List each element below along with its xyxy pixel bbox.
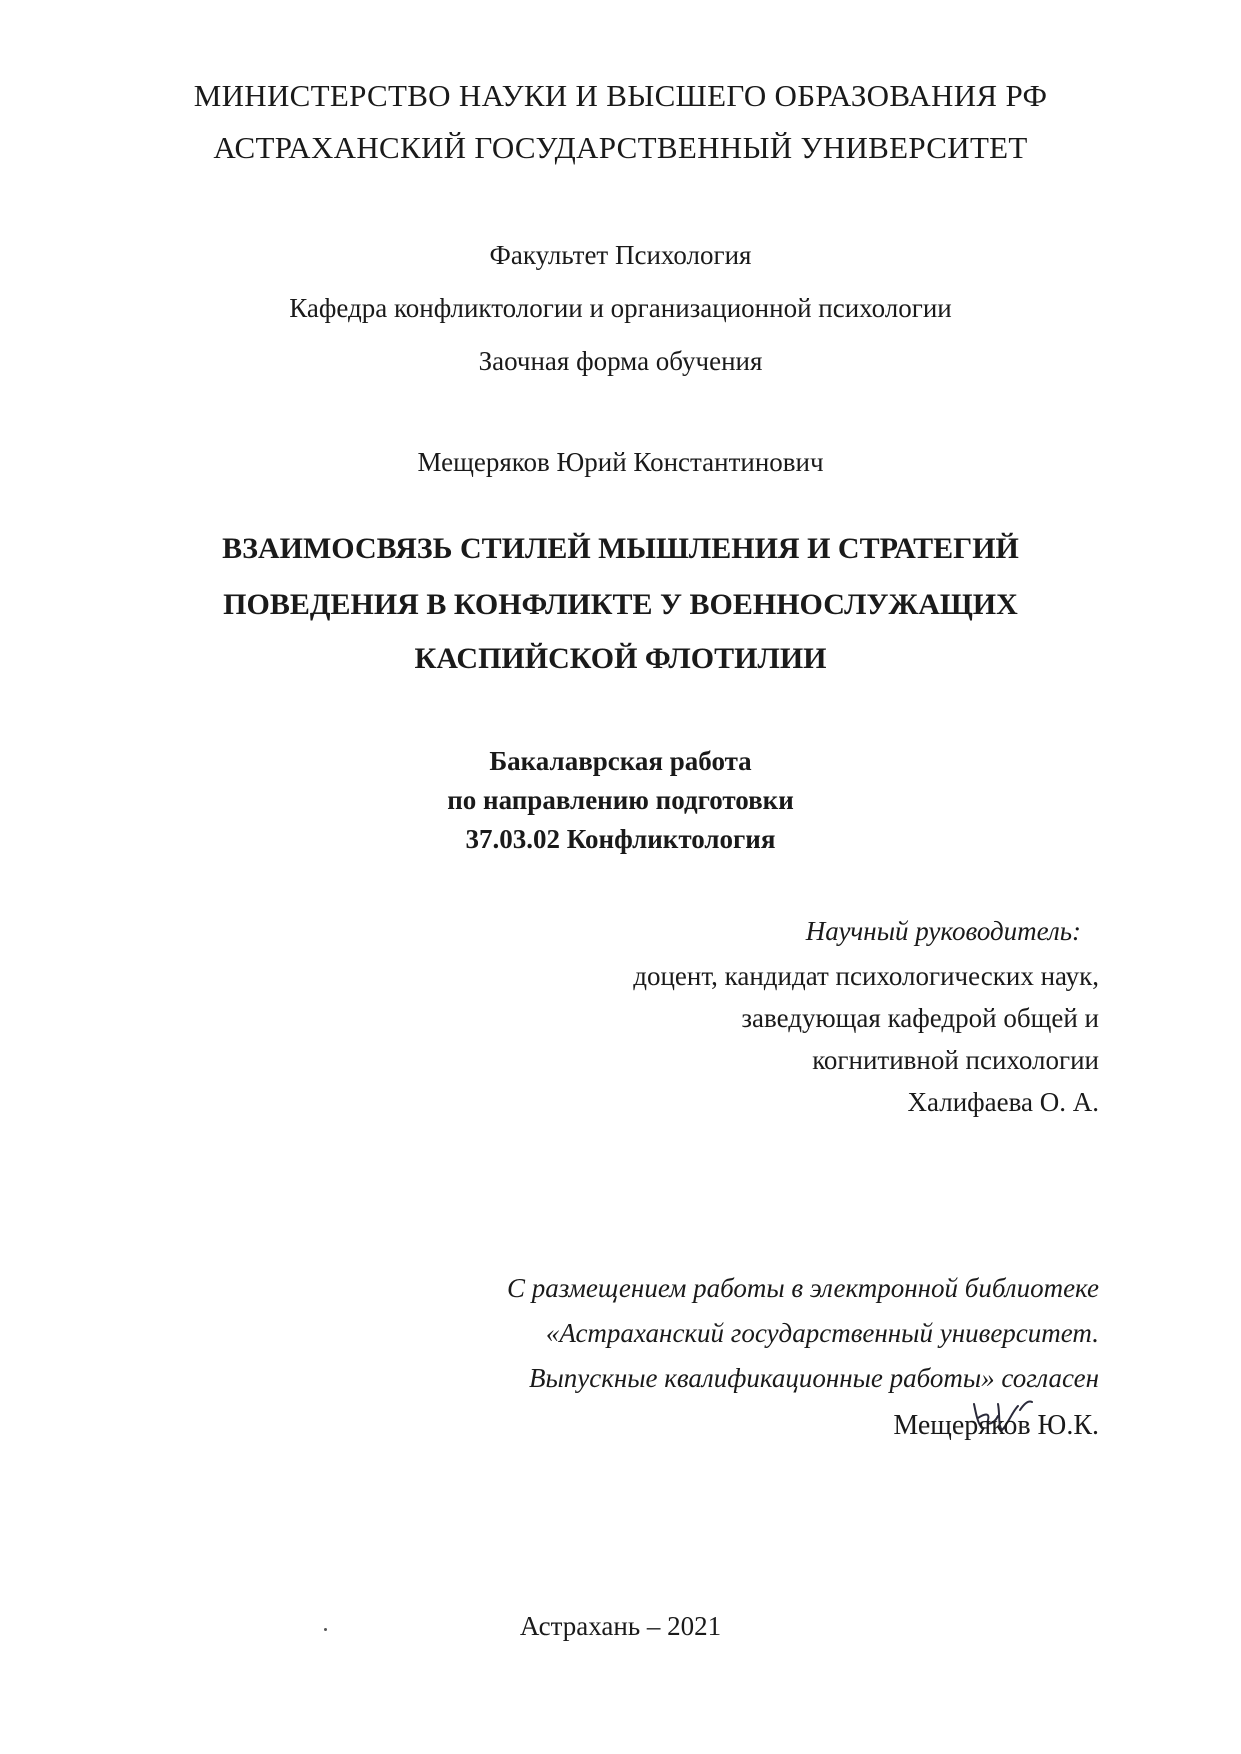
advisor-position-2: заведующая кафедрой общей и: [741, 1003, 1099, 1033]
university-name: АСТРАХАНСКИЙ ГОСУДАРСТВЕННЫЙ УНИВЕРСИТЕТ: [213, 130, 1028, 165]
advisor-position-1: доцент, кандидат психологических наук,: [633, 961, 1099, 991]
faculty: Факультет Психология: [489, 240, 752, 270]
advisor-position-3: когнитивной психологии: [812, 1045, 1099, 1075]
thesis-title-line-1: ВЗАИМОСВЯЗЬ СТИЛЕЙ МЫШЛЕНИЯ И СТРАТЕГИЙ: [222, 532, 1019, 565]
advisor-label: Научный руководитель:: [805, 916, 1081, 946]
scan-speck: [324, 1628, 327, 1631]
city-year: Астрахань – 2021: [519, 1611, 722, 1641]
advisor-name: Халифаева О. А.: [907, 1087, 1099, 1117]
study-form: Заочная форма обучения: [478, 346, 763, 376]
work-code: 37.03.02 Конфликтология: [465, 824, 776, 854]
thesis-title-line-2: ПОВЕДЕНИЯ В КОНФЛИКТЕ У ВОЕННОСЛУЖАЩИХ: [223, 588, 1018, 621]
consent-signer: Мещеряков Ю.К.: [893, 1410, 1099, 1441]
work-direction: по направлению подготовки: [447, 785, 794, 815]
consent-line-1: С размещением работы в электронной библиотеке: [507, 1273, 1099, 1303]
chair: Кафедра конфликтологии и организационной психологии: [289, 293, 952, 323]
consent-line-2: «Астраханский государственный университет.: [545, 1318, 1099, 1348]
author-name: Мещеряков Юрий Константинович: [417, 447, 824, 477]
ministry-name: МИНИСТЕРСТВО НАУКИ И ВЫСШЕГО ОБРАЗОВАНИЯ РФ: [193, 78, 1048, 113]
thesis-title-line-3: КАСПИЙСКОЙ ФЛОТИЛИИ: [414, 642, 827, 675]
consent-line-3: Выпускные квалификационные работы» согласен: [528, 1363, 1099, 1393]
work-type: Бакалаврская работа: [489, 746, 752, 776]
